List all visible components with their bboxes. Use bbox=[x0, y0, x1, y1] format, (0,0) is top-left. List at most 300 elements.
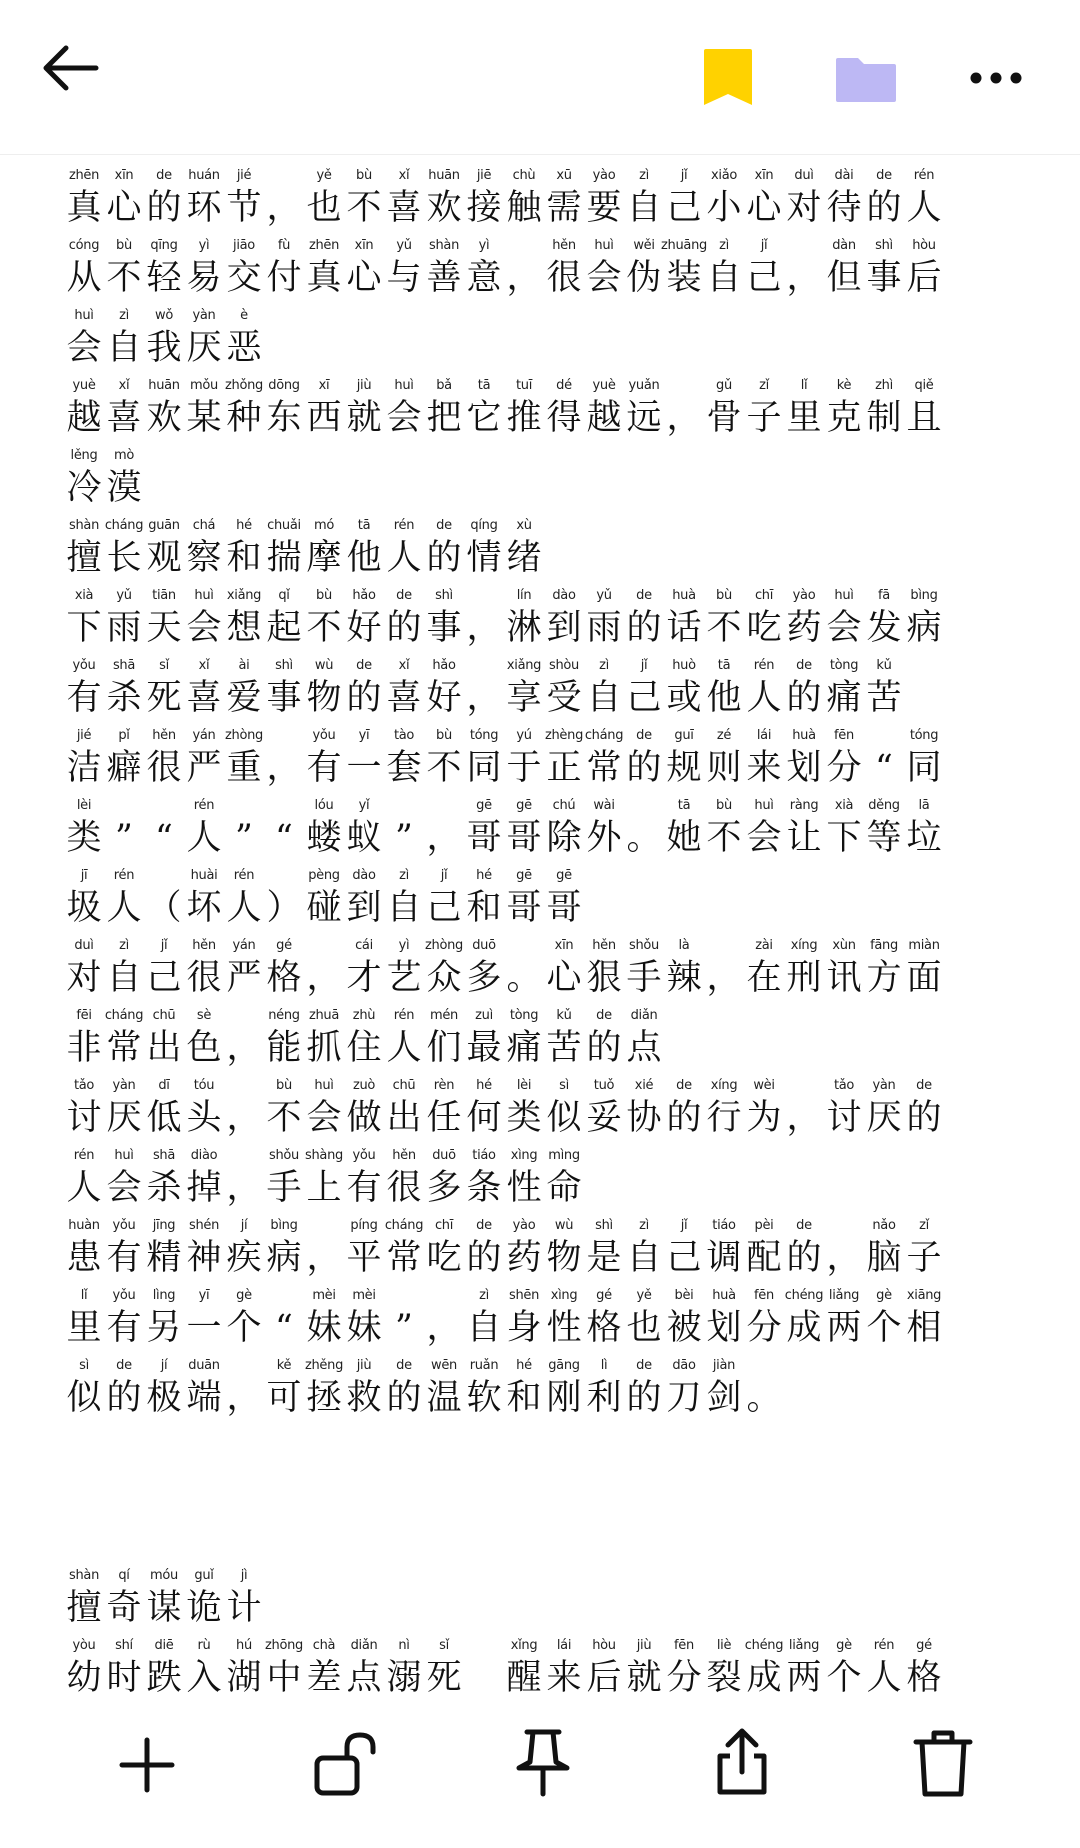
hanzi-character: 痛 bbox=[826, 678, 862, 718]
hanzi-character: 吃 bbox=[426, 1238, 462, 1278]
pinyin-label: jié bbox=[76, 728, 92, 743]
hanzi-character: 配 bbox=[746, 1238, 782, 1278]
hanzi-character: ” bbox=[395, 818, 413, 858]
annotated-character bbox=[144, 728, 184, 792]
pinyin-label: zì bbox=[639, 168, 649, 183]
pinyin-label: huì bbox=[394, 378, 414, 393]
hanzi-character: 洁 bbox=[66, 748, 102, 788]
pinyin-label: de bbox=[676, 1078, 692, 1093]
annotated-character bbox=[904, 1288, 944, 1352]
pinyin-label: cháng bbox=[104, 518, 144, 533]
hanzi-character: 会 bbox=[386, 398, 422, 438]
pinyin-label: xiǎo bbox=[710, 168, 738, 183]
hanzi-character: 的 bbox=[906, 1098, 942, 1138]
annotated-character bbox=[584, 238, 624, 302]
annotated-character bbox=[344, 658, 384, 722]
pinyin-label: de bbox=[596, 1008, 612, 1023]
annotated-character bbox=[344, 798, 384, 862]
annotated-character bbox=[704, 238, 744, 302]
hanzi-character: 杀 bbox=[146, 1168, 182, 1208]
pinyin-label: xìng bbox=[550, 1288, 578, 1303]
pinyin-label: qíng bbox=[470, 518, 498, 533]
hanzi-character: 另 bbox=[146, 1308, 182, 1348]
annotated-character bbox=[64, 1008, 104, 1072]
pinyin-label: zhòng bbox=[224, 728, 263, 743]
pinyin-label: tòng bbox=[509, 1008, 539, 1023]
pinyin-label: shǒu bbox=[268, 1148, 299, 1163]
hanzi-character: 哥 bbox=[466, 818, 502, 858]
hanzi-character: 己 bbox=[666, 1238, 702, 1278]
annotated-character bbox=[584, 1288, 624, 1352]
annotated-character bbox=[224, 1568, 264, 1632]
hanzi-character: 喜 bbox=[186, 678, 222, 718]
annotated-character bbox=[464, 938, 504, 1002]
folder-icon[interactable] bbox=[834, 54, 898, 106]
annotated-character bbox=[64, 1358, 104, 1422]
annotated-character bbox=[824, 238, 864, 302]
share-icon[interactable] bbox=[712, 1726, 772, 1798]
pinyin-label: yì bbox=[398, 938, 410, 953]
hanzi-character: “ bbox=[875, 748, 893, 788]
hanzi-character: 他 bbox=[706, 678, 742, 718]
pinyin-label: fēn bbox=[834, 728, 854, 743]
annotated-character bbox=[784, 378, 824, 442]
hanzi-character: 低 bbox=[146, 1098, 182, 1138]
pinyin-label: jié bbox=[236, 168, 252, 183]
hanzi-character: 常 bbox=[586, 748, 622, 788]
hanzi-character: 人 bbox=[386, 1028, 422, 1068]
annotated-character bbox=[144, 658, 184, 722]
annotated-character bbox=[504, 238, 544, 302]
pinyin-label: zì bbox=[599, 658, 609, 673]
hanzi-character: 色 bbox=[186, 1028, 222, 1068]
trash-icon[interactable] bbox=[912, 1728, 974, 1798]
annotated-character bbox=[744, 168, 784, 232]
pinyin-label: rén bbox=[193, 798, 215, 813]
pinyin-label: dé bbox=[556, 378, 572, 393]
pinyin-label: píng bbox=[350, 1218, 378, 1233]
pinyin-label: tuǒ bbox=[593, 1078, 615, 1093]
pinyin-label: sè bbox=[196, 1008, 212, 1023]
hanzi-character: 自 bbox=[466, 1308, 502, 1348]
annotated-character bbox=[64, 448, 104, 512]
hanzi-character: 的 bbox=[386, 1378, 422, 1418]
hanzi-character: 性 bbox=[506, 1168, 542, 1208]
hanzi-character: 妹 bbox=[306, 1308, 342, 1348]
annotated-character bbox=[344, 868, 384, 932]
pinyin-label: jīng bbox=[152, 1218, 176, 1233]
pinyin-label: xiǎng bbox=[226, 588, 262, 603]
hanzi-character: 类 bbox=[66, 818, 102, 858]
hanzi-character: 己 bbox=[746, 258, 782, 298]
hanzi-character: 最 bbox=[466, 1028, 502, 1068]
hanzi-character: 发 bbox=[866, 608, 902, 648]
pinyin-label: shàn bbox=[68, 1568, 100, 1583]
annotated-character bbox=[584, 1008, 624, 1072]
pinyin-label: zài bbox=[755, 938, 773, 953]
annotated-character bbox=[504, 728, 544, 792]
pinyin-label: tǎo bbox=[833, 1078, 855, 1093]
annotated-character bbox=[464, 1358, 504, 1422]
hanzi-character: ， bbox=[786, 1098, 822, 1138]
hanzi-character: ， bbox=[226, 1098, 262, 1138]
annotated-character bbox=[264, 1008, 304, 1072]
pinyin-label: yǒu bbox=[312, 728, 336, 743]
hanzi-character: 己 bbox=[426, 888, 462, 928]
hanzi-character: 让 bbox=[786, 818, 822, 858]
hanzi-character: 做 bbox=[346, 1098, 382, 1138]
pinyin-label: zhù bbox=[352, 1008, 376, 1023]
hanzi-character: 死 bbox=[146, 678, 182, 718]
annotated-character bbox=[384, 938, 424, 1002]
pinyin-label: fēi bbox=[76, 1008, 92, 1023]
hanzi-character: 好 bbox=[426, 678, 462, 718]
pinyin-label: hòu bbox=[592, 1638, 616, 1653]
hanzi-character: 多 bbox=[426, 1168, 462, 1208]
hanzi-character: 刑 bbox=[786, 958, 822, 998]
annotated-character bbox=[104, 308, 144, 372]
hanzi-character: 环 bbox=[186, 188, 222, 228]
hanzi-character: 醒 bbox=[506, 1658, 542, 1698]
annotated-character bbox=[664, 1288, 704, 1352]
annotated-character bbox=[264, 1638, 304, 1702]
annotated-character bbox=[824, 728, 864, 792]
annotated-character bbox=[64, 518, 104, 582]
hanzi-character: ， bbox=[266, 188, 302, 228]
pinyin-label: lái bbox=[556, 1638, 572, 1653]
pinyin-label: de bbox=[156, 168, 172, 183]
text-line bbox=[64, 1142, 1024, 1212]
annotated-character bbox=[144, 378, 184, 442]
hanzi-character: 坏 bbox=[186, 888, 222, 928]
hanzi-character: 出 bbox=[146, 1028, 182, 1068]
pinyin-label: gé bbox=[916, 1638, 932, 1653]
pinyin-label: tóng bbox=[469, 728, 499, 743]
hanzi-character: ， bbox=[426, 1308, 462, 1348]
annotated-character bbox=[344, 1358, 384, 1422]
annotated-character bbox=[744, 378, 784, 442]
pinyin-label: jiē bbox=[476, 168, 492, 183]
pinyin-label: chù bbox=[512, 168, 536, 183]
annotated-character bbox=[184, 1638, 224, 1702]
pinyin-label: yuè bbox=[72, 378, 96, 393]
pinyin-label: huān bbox=[148, 378, 180, 393]
hanzi-character: 真 bbox=[66, 188, 102, 228]
hanzi-character: 的 bbox=[626, 748, 662, 788]
hanzi-character: 极 bbox=[146, 1378, 182, 1418]
annotated-character bbox=[64, 1078, 104, 1142]
hanzi-character: 的 bbox=[586, 1028, 622, 1068]
pinyin-label: lóu bbox=[314, 798, 334, 813]
annotated-character bbox=[424, 1148, 464, 1212]
hanzi-character: ” bbox=[115, 818, 133, 858]
annotated-character bbox=[104, 938, 144, 1002]
annotated-character bbox=[264, 1148, 304, 1212]
annotated-character bbox=[64, 728, 104, 792]
annotated-character bbox=[224, 798, 264, 862]
hanzi-character: 的 bbox=[626, 608, 662, 648]
pinyin-label: de bbox=[796, 658, 812, 673]
hanzi-character: 有 bbox=[306, 748, 342, 788]
hanzi-character: 在 bbox=[746, 958, 782, 998]
hanzi-character: 漠 bbox=[106, 468, 142, 508]
pinyin-label: huì bbox=[74, 308, 94, 323]
pinyin-label: yàn bbox=[192, 308, 216, 323]
annotated-character bbox=[304, 938, 344, 1002]
hanzi-character: 常 bbox=[386, 1238, 422, 1278]
pinyin-label: móu bbox=[150, 1568, 178, 1583]
hanzi-character: 喜 bbox=[106, 398, 142, 438]
arrow-left-icon[interactable] bbox=[40, 44, 100, 92]
hanzi-character: 交 bbox=[226, 258, 262, 298]
pinyin-label: yǒu bbox=[352, 1148, 376, 1163]
pinyin-label: de bbox=[636, 1358, 652, 1373]
hanzi-character: 同 bbox=[906, 748, 942, 788]
pinyin-label: jǐ bbox=[440, 868, 448, 883]
pinyin-label: tiáo bbox=[472, 1148, 496, 1163]
hanzi-character: 自 bbox=[626, 188, 662, 228]
hanzi-character: 溺 bbox=[386, 1658, 422, 1698]
hanzi-character: 除 bbox=[546, 818, 582, 858]
hanzi-character: 会 bbox=[186, 608, 222, 648]
annotated-character bbox=[664, 798, 704, 862]
annotated-character bbox=[144, 1078, 184, 1142]
pinyin-label: yě bbox=[316, 168, 332, 183]
annotated-character bbox=[664, 168, 704, 232]
annotated-character bbox=[424, 728, 464, 792]
plus-icon[interactable] bbox=[118, 1736, 176, 1794]
note-content[interactable] bbox=[64, 162, 1024, 1702]
annotated-character bbox=[504, 1218, 544, 1282]
hanzi-character: 厌 bbox=[106, 1098, 142, 1138]
pinyin-label: kǔ bbox=[876, 658, 892, 673]
annotated-character bbox=[304, 378, 344, 442]
pinyin-label: cháng bbox=[584, 728, 624, 743]
annotated-character bbox=[744, 938, 784, 1002]
pinyin-label: lǐ bbox=[800, 378, 808, 393]
pinyin-label: zhēn bbox=[68, 168, 100, 183]
hanzi-character: 救 bbox=[346, 1378, 382, 1418]
text-line bbox=[64, 1352, 1024, 1422]
annotated-character bbox=[304, 1008, 344, 1072]
annotated-character bbox=[304, 518, 344, 582]
annotated-character bbox=[464, 518, 504, 582]
pinyin-label: xíng bbox=[710, 1078, 738, 1093]
hanzi-character: 西 bbox=[306, 398, 342, 438]
pinyin-label: wěi bbox=[633, 238, 655, 253]
pinyin-label: hěn bbox=[152, 728, 176, 743]
pinyin-label: chū bbox=[152, 1008, 176, 1023]
hanzi-character: 圾 bbox=[66, 888, 102, 928]
annotated-character bbox=[184, 588, 224, 652]
hanzi-character: 艺 bbox=[386, 958, 422, 998]
pinyin-label: mén bbox=[429, 1008, 458, 1023]
top-bar bbox=[0, 0, 1080, 155]
pinyin-label: yī bbox=[198, 1288, 210, 1303]
annotated-character bbox=[144, 1008, 184, 1072]
hanzi-character: 不 bbox=[266, 1098, 302, 1138]
annotated-character bbox=[784, 1638, 824, 1702]
annotated-character bbox=[824, 378, 864, 442]
pinyin-label: lā bbox=[918, 798, 930, 813]
hanzi-character: 观 bbox=[146, 538, 182, 578]
text-line bbox=[64, 652, 1024, 722]
hanzi-character: 何 bbox=[466, 1098, 502, 1138]
hanzi-character: 点 bbox=[626, 1028, 662, 1068]
annotated-character bbox=[864, 1288, 904, 1352]
annotated-character bbox=[544, 1218, 584, 1282]
annotated-character bbox=[224, 378, 264, 442]
hanzi-character: 病 bbox=[906, 608, 942, 648]
hanzi-character: 利 bbox=[586, 1378, 622, 1418]
hanzi-character: ， bbox=[226, 1168, 262, 1208]
annotated-character bbox=[104, 798, 144, 862]
pin-icon[interactable] bbox=[513, 1728, 573, 1798]
hanzi-character: 好 bbox=[346, 608, 382, 648]
hanzi-character: 会 bbox=[586, 258, 622, 298]
pinyin-label: bù bbox=[316, 588, 332, 603]
pinyin-label: hěn bbox=[592, 938, 616, 953]
annotated-character bbox=[304, 1148, 344, 1212]
annotated-character bbox=[784, 938, 824, 1002]
hanzi-character: “ bbox=[155, 818, 173, 858]
annotated-character bbox=[664, 728, 704, 792]
annotated-character bbox=[264, 728, 304, 792]
pinyin-label: xiāng bbox=[906, 1288, 942, 1303]
annotated-character bbox=[184, 238, 224, 302]
pinyin-label: jiāo bbox=[233, 238, 255, 253]
annotated-character bbox=[64, 1638, 104, 1702]
annotated-character bbox=[104, 1568, 144, 1632]
annotated-character bbox=[784, 168, 824, 232]
annotated-character bbox=[464, 1008, 504, 1072]
pinyin-label: xīn bbox=[114, 168, 134, 183]
pinyin-label: diǎn bbox=[630, 1008, 658, 1023]
hanzi-character: 患 bbox=[66, 1238, 102, 1278]
pinyin-label: sì bbox=[79, 1358, 89, 1373]
annotated-character bbox=[664, 588, 704, 652]
hanzi-character: 任 bbox=[426, 1098, 462, 1138]
pinyin-label: de bbox=[356, 658, 372, 673]
annotated-character bbox=[784, 658, 824, 722]
annotated-character bbox=[544, 658, 584, 722]
hanzi-character: 严 bbox=[226, 958, 262, 998]
hanzi-character: 事 bbox=[866, 258, 902, 298]
annotated-character bbox=[64, 168, 104, 232]
pinyin-label: nǎo bbox=[872, 1218, 896, 1233]
pinyin-label: jí bbox=[160, 1358, 168, 1373]
hanzi-character: 装 bbox=[666, 258, 702, 298]
pinyin-label: yào bbox=[592, 168, 616, 183]
annotated-character bbox=[344, 378, 384, 442]
hanzi-character: 哥 bbox=[546, 888, 582, 928]
annotated-character bbox=[304, 658, 344, 722]
annotated-character bbox=[904, 798, 944, 862]
pinyin-label: hòu bbox=[912, 238, 936, 253]
annotated-character bbox=[464, 658, 504, 722]
annotated-character bbox=[904, 168, 944, 232]
annotated-character bbox=[104, 868, 144, 932]
annotated-character bbox=[824, 588, 864, 652]
annotated-character bbox=[584, 588, 624, 652]
annotated-character bbox=[784, 238, 824, 302]
pinyin-label: jǐ bbox=[640, 658, 648, 673]
pinyin-label: de bbox=[396, 588, 412, 603]
hanzi-character: 药 bbox=[506, 1238, 542, 1278]
pinyin-label: zhěng bbox=[304, 1358, 344, 1373]
pinyin-label: tòng bbox=[829, 658, 859, 673]
pinyin-label: huán bbox=[188, 168, 220, 183]
more-horizontal-icon[interactable] bbox=[966, 68, 1026, 88]
hanzi-character: 住 bbox=[346, 1028, 382, 1068]
pinyin-label: xìng bbox=[510, 1148, 538, 1163]
annotated-character bbox=[504, 1148, 544, 1212]
annotated-character bbox=[424, 658, 464, 722]
pinyin-label: chū bbox=[392, 1078, 416, 1093]
hanzi-character: ） bbox=[266, 888, 302, 928]
annotated-character bbox=[144, 238, 184, 302]
hanzi-character: 拯 bbox=[306, 1378, 342, 1418]
annotated-character bbox=[344, 238, 384, 302]
pinyin-label: zuì bbox=[475, 1008, 493, 1023]
pinyin-label: gē bbox=[516, 798, 532, 813]
pinyin-label: jī bbox=[80, 868, 88, 883]
annotated-character bbox=[784, 1218, 824, 1282]
hanzi-character: 哥 bbox=[506, 888, 542, 928]
annotated-character bbox=[664, 1218, 704, 1282]
pinyin-label: zì bbox=[479, 1288, 489, 1303]
hanzi-character: 子 bbox=[906, 1238, 942, 1278]
pinyin-label: è bbox=[240, 308, 248, 323]
bottom-toolbar bbox=[0, 1698, 1080, 1848]
pinyin-label: zhì bbox=[875, 378, 893, 393]
bookmark-icon[interactable] bbox=[702, 47, 754, 109]
pinyin-label: chá bbox=[192, 518, 216, 533]
annotated-character bbox=[744, 1078, 784, 1142]
pinyin-label: yě bbox=[636, 1288, 652, 1303]
annotated-character bbox=[384, 868, 424, 932]
hanzi-character: 点 bbox=[346, 1658, 382, 1698]
hanzi-character: 喜 bbox=[386, 188, 422, 228]
blank-space bbox=[64, 1422, 1024, 1562]
hanzi-character: 套 bbox=[386, 748, 422, 788]
pinyin-label: zhǒng bbox=[224, 378, 263, 393]
annotated-character bbox=[264, 1078, 304, 1142]
pinyin-label: shǒu bbox=[628, 938, 659, 953]
pinyin-label: yǒu bbox=[112, 1218, 136, 1233]
hanzi-character: 个 bbox=[226, 1308, 262, 1348]
annotated-character bbox=[704, 1078, 744, 1142]
unlock-icon[interactable] bbox=[312, 1730, 380, 1798]
pinyin-label: guān bbox=[148, 518, 180, 533]
annotated-character bbox=[504, 378, 544, 442]
hanzi-character: 头 bbox=[186, 1098, 222, 1138]
hanzi-character: 规 bbox=[666, 748, 702, 788]
hanzi-character: 不 bbox=[426, 748, 462, 788]
hanzi-character: 是 bbox=[586, 1238, 622, 1278]
text-line bbox=[64, 1282, 1024, 1352]
pinyin-label: qiě bbox=[914, 378, 934, 393]
annotated-character bbox=[544, 1148, 584, 1212]
pinyin-label: xié bbox=[634, 1078, 654, 1093]
hanzi-character: 性 bbox=[546, 1308, 582, 1348]
annotated-character bbox=[624, 798, 664, 862]
annotated-character bbox=[504, 868, 544, 932]
annotated-character bbox=[864, 1218, 904, 1282]
pinyin-label: pèng bbox=[308, 868, 340, 883]
annotated-character bbox=[304, 1358, 344, 1422]
hanzi-character: 和 bbox=[226, 538, 262, 578]
